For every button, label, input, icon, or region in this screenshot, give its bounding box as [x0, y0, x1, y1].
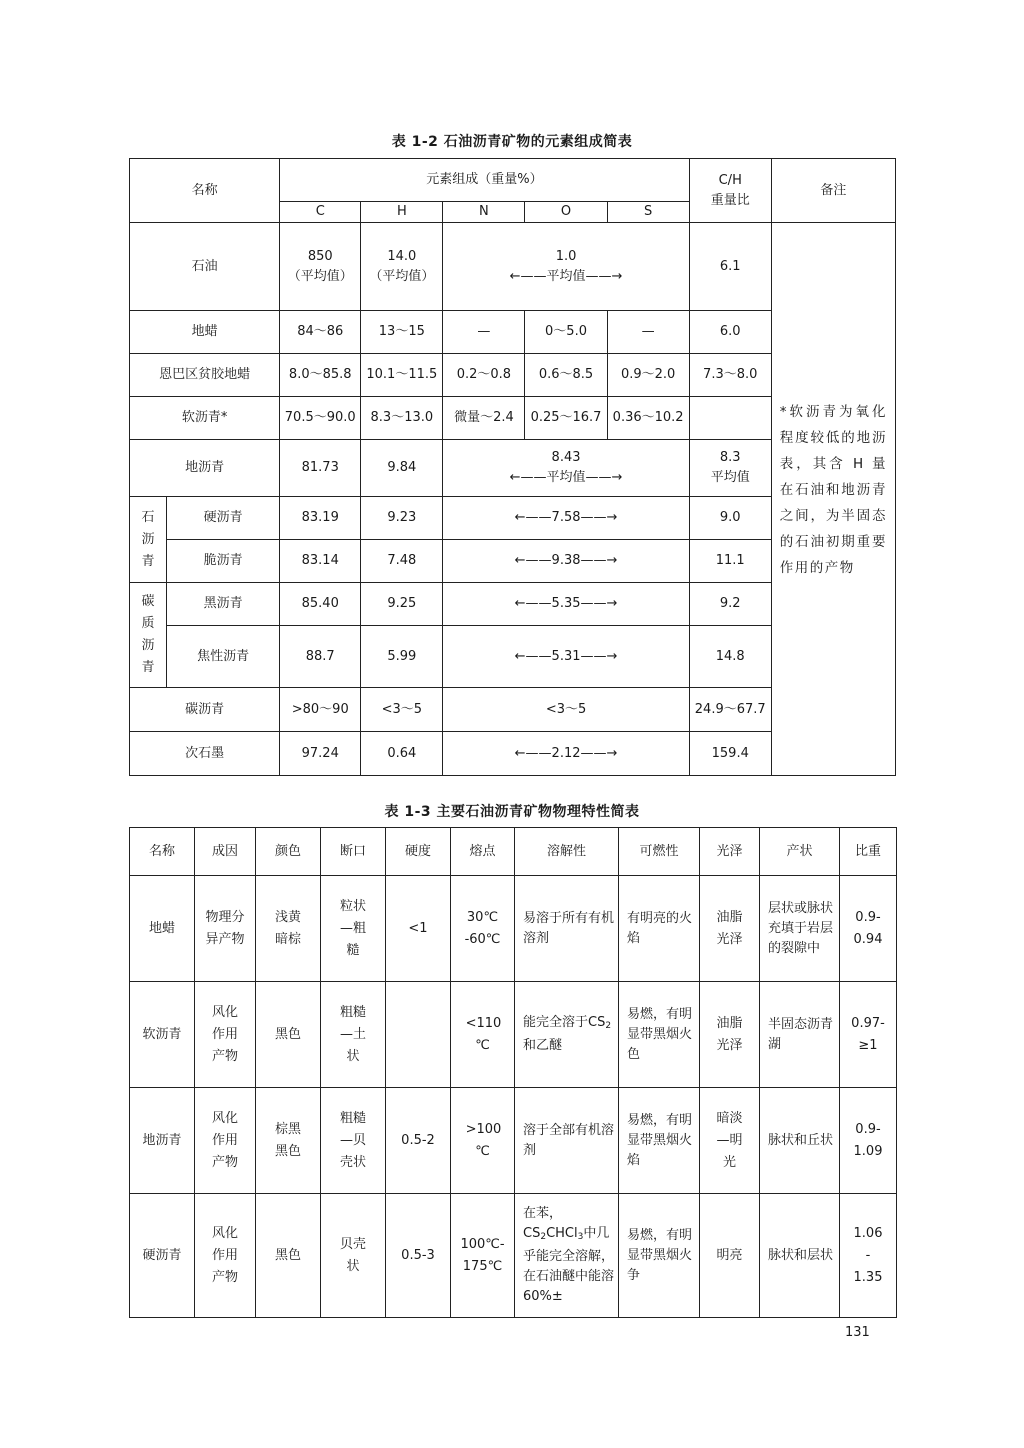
header-c: C — [280, 202, 361, 223]
table-row: 碳沥青 >80～90 <3～5 <3～5 24.9～67.7 — [130, 688, 896, 732]
table-row: 恩巴区贫胶地蜡 8.0～85.8 10.1～11.5 0.2～0.8 0.6～8.5 0.9～2.0 7.3～8.0 — [130, 354, 896, 397]
table2-caption: 表 1-3 主要石油沥青矿物物理特性简表 — [384, 804, 640, 820]
table-row: 脆沥青 83.14 7.48 ←——9.38——→ 11.1 — [130, 540, 896, 583]
header-o: O — [525, 202, 607, 223]
table-row: 地蜡 物理分异产物 浅黄暗棕 粒状—粗糙 <1 30℃ -60℃ 易溶于所有有机溶剂 有明亮的火焰 油脂光泽 层状或脉状充填于岩层的裂隙中 0.9-0.94 — [130, 876, 897, 982]
table-row: 硬沥青 风化作用产物 黑色 贝壳状 0.5-3 100℃- 175℃ 在苯，$CS_2CHCl_3$中几乎能完全溶解，在石油醚中能溶60%± 易燃，有明显带黑烟火争 明亮 脉状和层状 1.06 - 1.35 — [130, 1194, 897, 1318]
header-s: S — [607, 202, 689, 223]
table-row: 石沥青 硬沥青 83.19 9.23 ←——7.58——→ 9.0 — [130, 497, 896, 540]
element-composition-table — [129, 158, 896, 776]
table-row: 地蜡 84～86 13～15 — 0～5.0 — 6.0 — [130, 311, 896, 354]
notes-text: *软沥青为氧化程度较低的地沥表，其含 H 量在石油和地沥青之间，为半固态的石油初期重要作用的产物 — [771, 223, 895, 776]
table-row: 次石墨 97.24 0.64 ←——2.12——→ 159.4 — [130, 732, 896, 776]
table-row: 地沥青 81.73 9.84 8.43 ←——平均值——→ 8.3 平均值 — [130, 440, 896, 497]
table-row: 地沥青 风化作用产物 棕黑黑色 粗糙—贝壳状 0.5-2 >100 ℃ 溶于全部有机溶剂 易燃，有明显带黑烟火焰 暗淡—明光 脉状和丘状 0.9-1.09 — [130, 1088, 897, 1194]
header-n: N — [443, 202, 525, 223]
group-label: 碳质沥青 — [130, 583, 167, 688]
page-number: 131 — [845, 1325, 870, 1340]
header-ch-ratio: C/H 重量比 — [689, 159, 771, 223]
header-notes: 备注 — [771, 159, 895, 223]
table-row: 石油 850 （平均值） 14.0 （平均值） 1.0 ←——平均值——→ 6.1 *软沥青为氧化程度较低的地沥表，其含 H 量在石油和地沥青之间，为半固态的石油初期重要作用的产物 — [130, 223, 896, 311]
header-name: 名称 — [130, 159, 280, 223]
table-header-row: 名称 成因 颜色 断口 硬度 熔点 溶解性 可燃性 光泽 产状 比重 — [130, 828, 897, 876]
table1-caption: 表 1-2 石油沥青矿物的元素组成简表 — [391, 134, 633, 150]
group-label: 石沥青 — [130, 497, 167, 583]
table-row: 软沥青* 70.5～90.0 8.3～13.0 微量～2.4 0.25～16.7 0.36～10.2 — [130, 397, 896, 440]
physical-properties-table — [129, 827, 897, 1318]
header-composition: 元素组成（重量%） — [280, 159, 690, 202]
table-row: 软沥青 风化作用产物 黑色 粗糙—土状 <110 ℃ 能完全溶于$CS_2$ 和乙醚 易燃，有明显带黑烟火色 油脂光泽 半固态沥青湖 0.97-≥1 — [130, 982, 897, 1088]
header-h: H — [361, 202, 443, 223]
table-row: 焦性沥青 88.7 5.99 ←——5.31——→ 14.8 — [130, 626, 896, 688]
table-row: 碳质沥青 黑沥青 85.40 9.25 ←——5.35——→ 9.2 — [130, 583, 896, 626]
